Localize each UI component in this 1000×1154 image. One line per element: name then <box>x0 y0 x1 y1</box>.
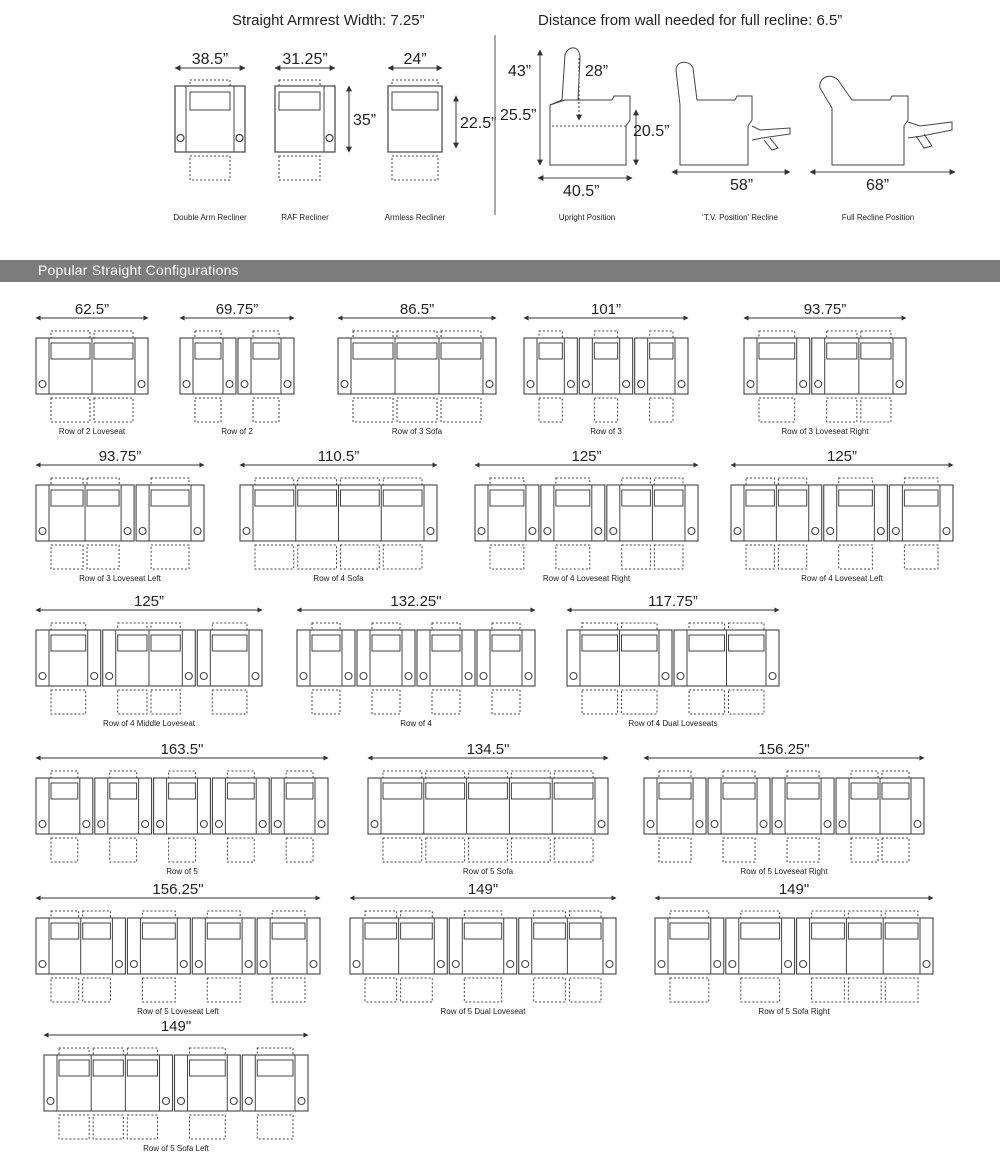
single-seat <box>477 623 535 714</box>
chair-depth-label: 35” <box>353 112 377 129</box>
loveseat-group <box>44 1048 173 1139</box>
config-caption: Row of 5 Sofa Right <box>758 1007 830 1016</box>
single-seat <box>36 771 93 862</box>
config-caption: Row of 5 Dual Loveseat <box>440 1007 526 1016</box>
config-caption: Row of 2 Loveseat <box>58 427 126 436</box>
wall-distance-heading: Distance from wall needed for full recline: 6.5” <box>538 12 843 29</box>
chair-module-caption: Double Arm Recliner <box>173 213 247 222</box>
config-3 <box>338 301 496 436</box>
dim-arm-height: 20.5” <box>633 123 670 140</box>
config-caption: Row of 4 Dual Loveseats <box>628 719 718 728</box>
loveseat-group <box>240 478 437 569</box>
config-width-label: 163.5" <box>160 741 204 758</box>
config-10 <box>36 593 262 728</box>
config-2 <box>180 301 294 436</box>
config-11 <box>297 593 535 728</box>
single-seat <box>192 911 255 1002</box>
loveseat-group <box>36 478 134 569</box>
single-seat <box>644 771 706 862</box>
dim-tv-depth: 58” <box>730 177 754 194</box>
single-seat <box>889 478 953 569</box>
chair-depth-label: 22.5” <box>460 115 497 132</box>
single-seat <box>136 478 204 569</box>
config-14 <box>368 741 608 876</box>
single-seat <box>197 623 262 714</box>
loveseat-group <box>36 911 125 1002</box>
loveseat-group <box>797 911 933 1002</box>
single-seat <box>175 1048 241 1139</box>
dim-upright-depth: 40.5” <box>563 183 600 200</box>
loveseat-group <box>368 771 608 862</box>
config-width-label: 93.75” <box>98 448 142 465</box>
config-width-label: 110.5” <box>317 448 360 465</box>
config-caption: Row of 2 <box>221 427 253 436</box>
caption-tv: ‘T.V. Position’ Recline <box>702 213 778 222</box>
single-seat <box>180 331 236 422</box>
config-width-label: 69.75” <box>215 301 259 318</box>
config-17 <box>350 881 616 1016</box>
config-caption: Row of 4 <box>400 719 432 728</box>
single-seat <box>475 478 539 569</box>
single-seat <box>95 771 152 862</box>
chair-module-caption: RAF Recliner <box>281 213 329 222</box>
config-15 <box>644 741 924 876</box>
config-width-label: 93.75” <box>803 301 847 318</box>
single-seat <box>449 911 516 1002</box>
loveseat-group <box>836 771 924 862</box>
single-seat <box>212 771 269 862</box>
config-caption: Row of 4 Sofa <box>313 574 364 583</box>
single-seat <box>772 771 834 862</box>
config-width-label: 117.75” <box>648 593 698 610</box>
loveseat-group <box>350 911 447 1002</box>
loveseat-group <box>338 331 496 422</box>
loveseat-group <box>731 478 822 569</box>
config-width-label: 101” <box>590 301 622 318</box>
loveseat-group <box>36 331 148 422</box>
single-seat <box>579 331 632 422</box>
single-seat <box>417 623 475 714</box>
config-caption: Row of 5 Sofa Left <box>143 1144 209 1153</box>
config-8 <box>475 448 698 583</box>
single-seat <box>541 478 605 569</box>
chair-width-label: 38.5” <box>191 51 229 68</box>
single-seat <box>726 911 795 1002</box>
config-caption: Row of 3 Loveseat Right <box>781 427 869 436</box>
dim-back-height: 28” <box>585 63 609 80</box>
config-width-label: 156.25" <box>758 741 810 758</box>
config-caption: Row of 3 Sofa <box>391 427 443 436</box>
config-width-label: 149" <box>467 881 499 898</box>
dim-full-depth: 68” <box>866 177 890 194</box>
config-width-label: 125” <box>571 448 602 465</box>
chair-width-label: 24” <box>403 51 427 68</box>
config-width-label: 125” <box>133 593 165 610</box>
armrest-width-heading: Straight Armrest Width: 7.25” <box>232 12 425 29</box>
dim-total-height: 43” <box>508 63 532 80</box>
single-seat <box>708 771 770 862</box>
config-width-label: 86.5” <box>399 301 435 318</box>
config-width-label: 149" <box>160 1018 192 1035</box>
config-6 <box>36 448 204 583</box>
single-seat <box>655 911 724 1002</box>
single-seat <box>238 331 294 422</box>
caption-full: Full Recline Position <box>841 213 915 222</box>
single-seat <box>524 331 577 422</box>
config-18 <box>655 881 933 1016</box>
config-caption: Row of 4 Loveseat Left <box>801 574 883 583</box>
config-caption: Row of 5 Sofa <box>462 867 514 876</box>
config-1 <box>36 301 148 436</box>
config-width-label: 62.5” <box>74 301 110 318</box>
config-width-label: 132.25" <box>390 593 442 610</box>
config-7 <box>240 448 437 583</box>
single-seat <box>257 911 320 1002</box>
chair-module-caption: Armless Recliner <box>384 213 446 222</box>
config-caption: Row of 3 Loveseat Left <box>79 574 161 583</box>
loveseat-group <box>567 623 672 714</box>
single-seat <box>357 623 415 714</box>
chair-width-label: 31.25” <box>282 51 328 68</box>
config-19 <box>44 1018 308 1153</box>
single-seat <box>242 1048 308 1139</box>
single-seat <box>635 331 688 422</box>
config-13 <box>36 741 328 876</box>
dim-seat-height: 25.5” <box>500 107 537 124</box>
loveseat-group <box>674 623 779 714</box>
single-seat <box>154 771 211 862</box>
single-seat <box>297 623 355 714</box>
config-width-label: 156.25" <box>152 881 204 898</box>
config-caption: Row of 4 Middle Loveseat <box>102 719 196 728</box>
section-title: Popular Straight Configurations <box>38 262 239 278</box>
config-5 <box>744 301 906 436</box>
config-12 <box>567 593 779 728</box>
config-width-label: 125” <box>826 448 858 465</box>
loveseat-group <box>812 331 906 422</box>
config-width-label: 134.5" <box>466 741 510 758</box>
config-caption: Row of 5 Loveseat Right <box>740 867 828 876</box>
config-4 <box>524 301 688 436</box>
single-seat <box>744 331 810 422</box>
config-width-label: 149" <box>778 881 810 898</box>
single-seat <box>271 771 328 862</box>
single-seat <box>36 623 101 714</box>
config-caption: Row of 5 <box>166 867 198 876</box>
config-9 <box>731 448 953 583</box>
loveseat-group <box>519 911 616 1002</box>
single-seat <box>824 478 888 569</box>
config-16 <box>36 881 320 1016</box>
caption-upright: Upright Position <box>558 213 616 222</box>
config-caption: Row of 4 Loveseat Right <box>542 574 631 583</box>
single-seat <box>127 911 190 1002</box>
loveseat-group <box>103 623 196 714</box>
config-caption: Row of 3 <box>590 427 622 436</box>
loveseat-group <box>607 478 698 569</box>
config-caption: Row of 5 Loveseat Left <box>137 1007 219 1016</box>
